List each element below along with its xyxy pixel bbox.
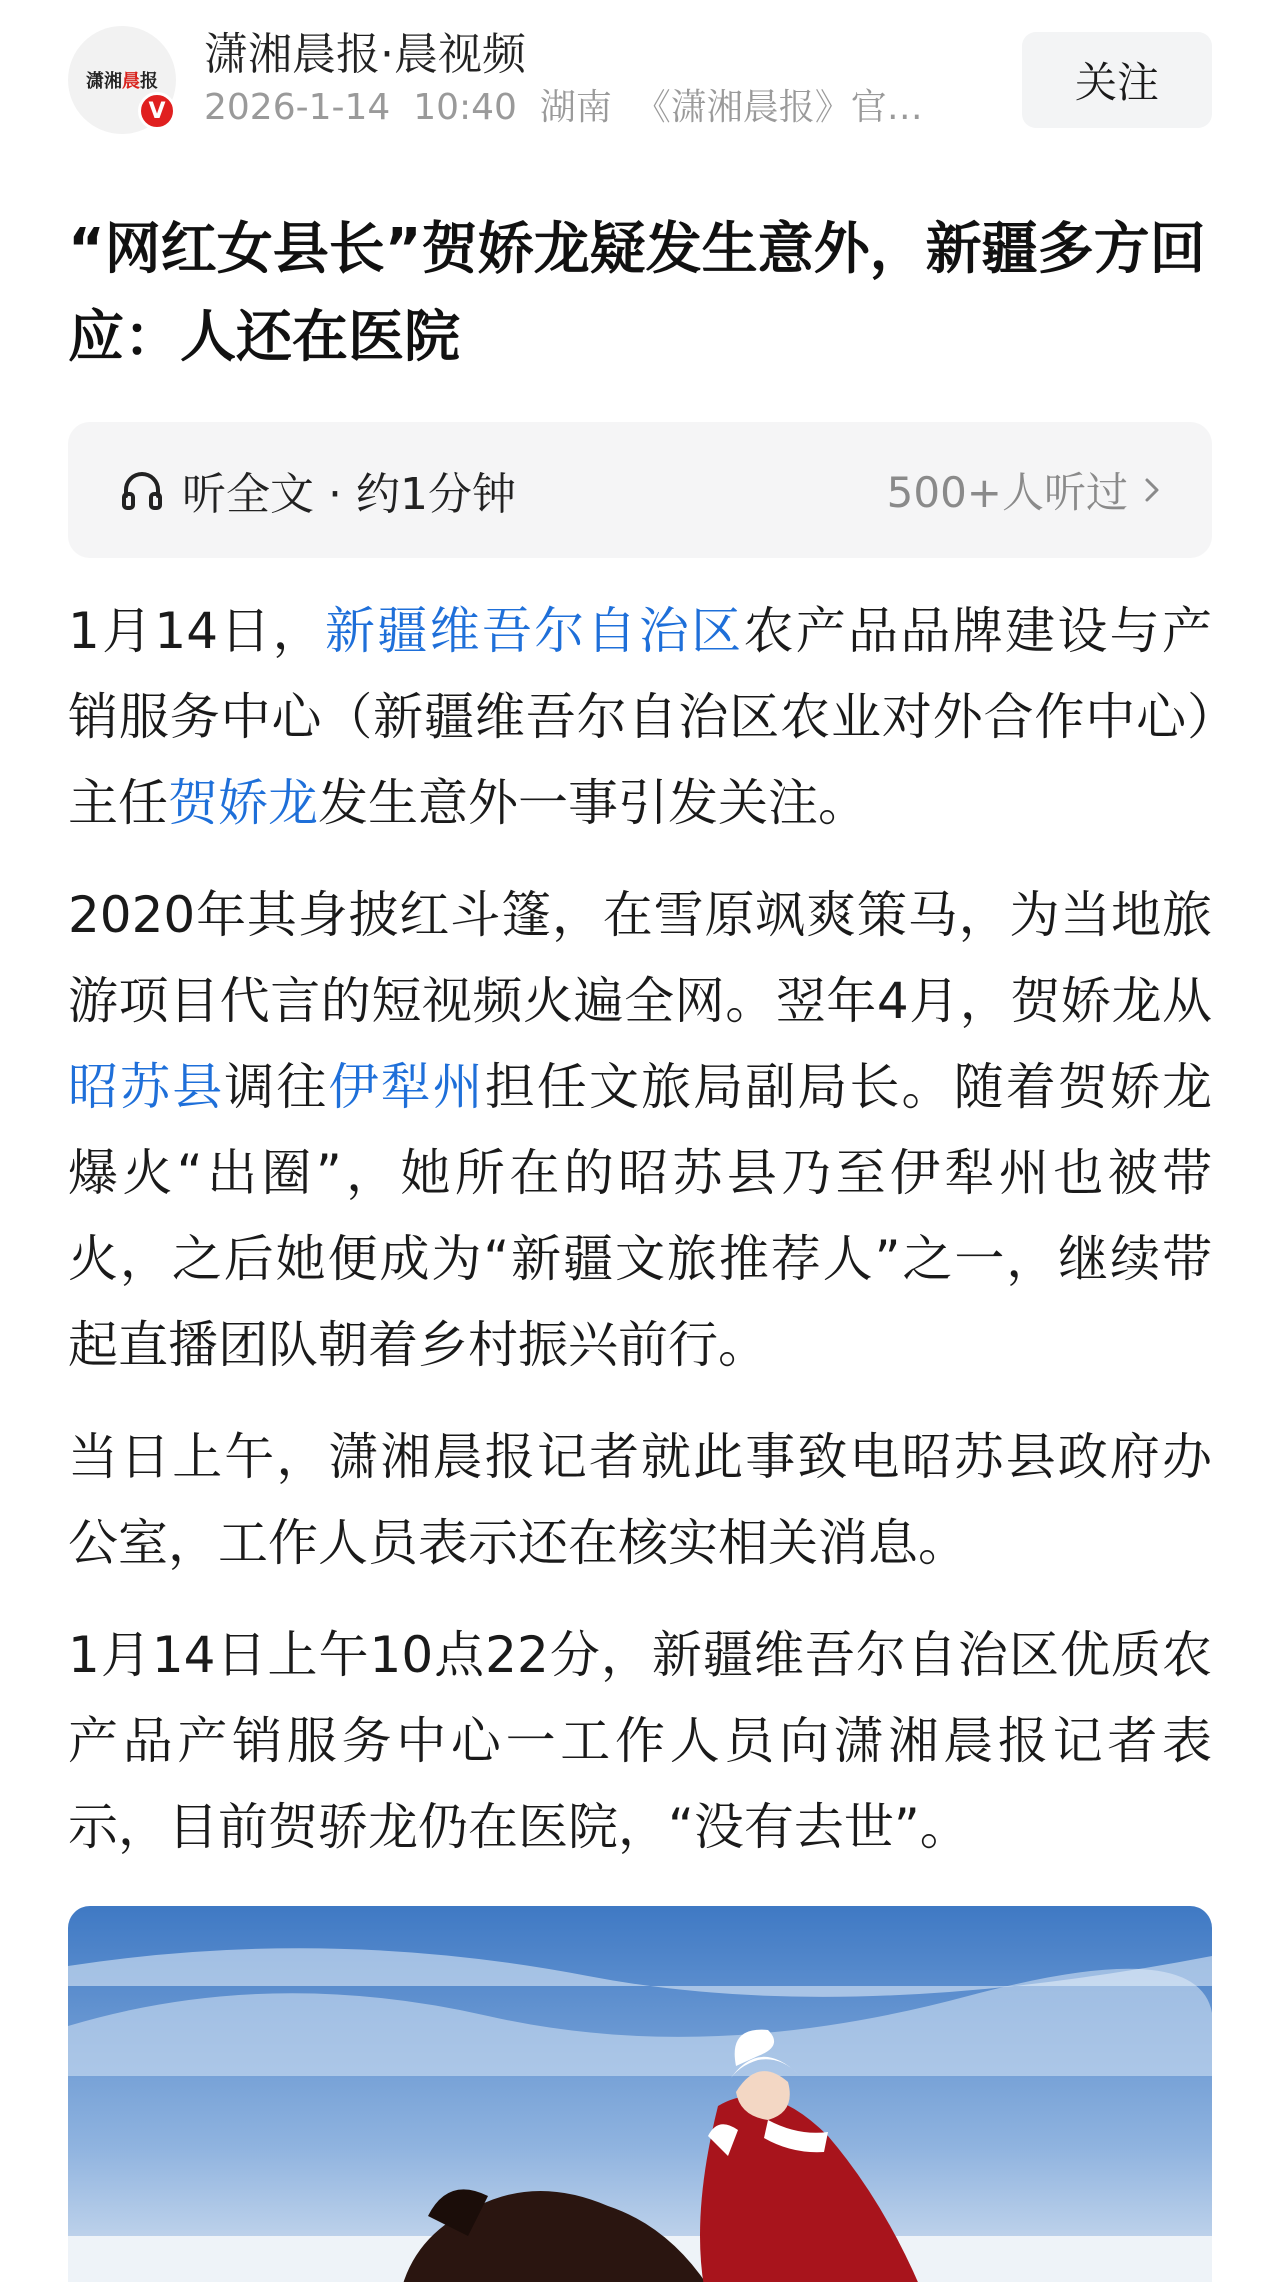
link-xinjiang[interactable]: 新疆维吾尔自治区 [325,602,744,660]
paragraph-2: 2020年其身披红斗篷，在雪原飒爽策马，为当地旅游项目代言的短视频火遍全网。翌年4月，贺娇龙从昭苏县调往伊犁州担任文旅局副局长。随着贺娇龙爆火“出圈”，她所在的昭苏县乃至伊犁州也被带火，之后她便成为“新疆文旅推荐人”之一，继续带起直播团队朝着乡村振兴前行。 [68,886,1213,1374]
source-name[interactable]: 潇湘晨报·晨视频 [204,29,526,80]
listen-full-text-bar[interactable] [68,422,1212,558]
source-info [204,27,1002,133]
link-zhaosu-county[interactable]: 昭苏县 [68,1058,225,1116]
article-body [68,588,1212,1870]
photo-horse-rider-snow [68,1906,1212,2282]
chevron-right-icon [1140,470,1166,510]
link-yili-prefecture[interactable]: 伊犁州 [328,1058,485,1116]
source-meta [204,83,984,133]
headphones-icon [118,466,166,514]
avatar[interactable] [68,26,176,134]
link-he-jiaolong[interactable]: 贺娇龙 [168,774,318,832]
paragraph-1: 1月14日，新疆维吾尔自治区农产品品牌建设与产销服务中心（新疆维吾尔自治区农业对外合作中心）主任贺娇龙发生意外一事引发关注。 [68,602,1212,832]
paragraph-4: 1月14日上午10点22分，新疆维吾尔自治区优质农产品产销服务中心一工作人员向潇湘晨报记者表示，目前贺骄龙仍在医院，“没有去世”。 [68,1626,1212,1856]
listen-count: 500+人听过 [886,468,1128,517]
source-description: 《潇湘晨报》官… [634,87,923,128]
verified-badge-icon: V [138,92,176,130]
publish-location: 湖南 [539,87,612,128]
article-title: “网红女县长”贺娇龙疑发生意外，新疆多方回应：人还在医院 [68,217,1206,370]
publish-time: 10:40 [413,87,517,128]
article-photo[interactable] [68,1906,1212,2282]
publish-date: 2026-1-14 [204,87,391,128]
follow-button[interactable]: 关注 [1022,32,1212,128]
source-logo: 潇湘晨报 [86,71,158,92]
source-header [68,0,1212,160]
paragraph-3: 当日上午，潇湘晨报记者就此事致电昭苏县政府办公室，工作人员表示还在核实相关消息。 [68,1428,1212,1572]
listen-label: 听全文 · 约1分钟 [182,469,516,520]
